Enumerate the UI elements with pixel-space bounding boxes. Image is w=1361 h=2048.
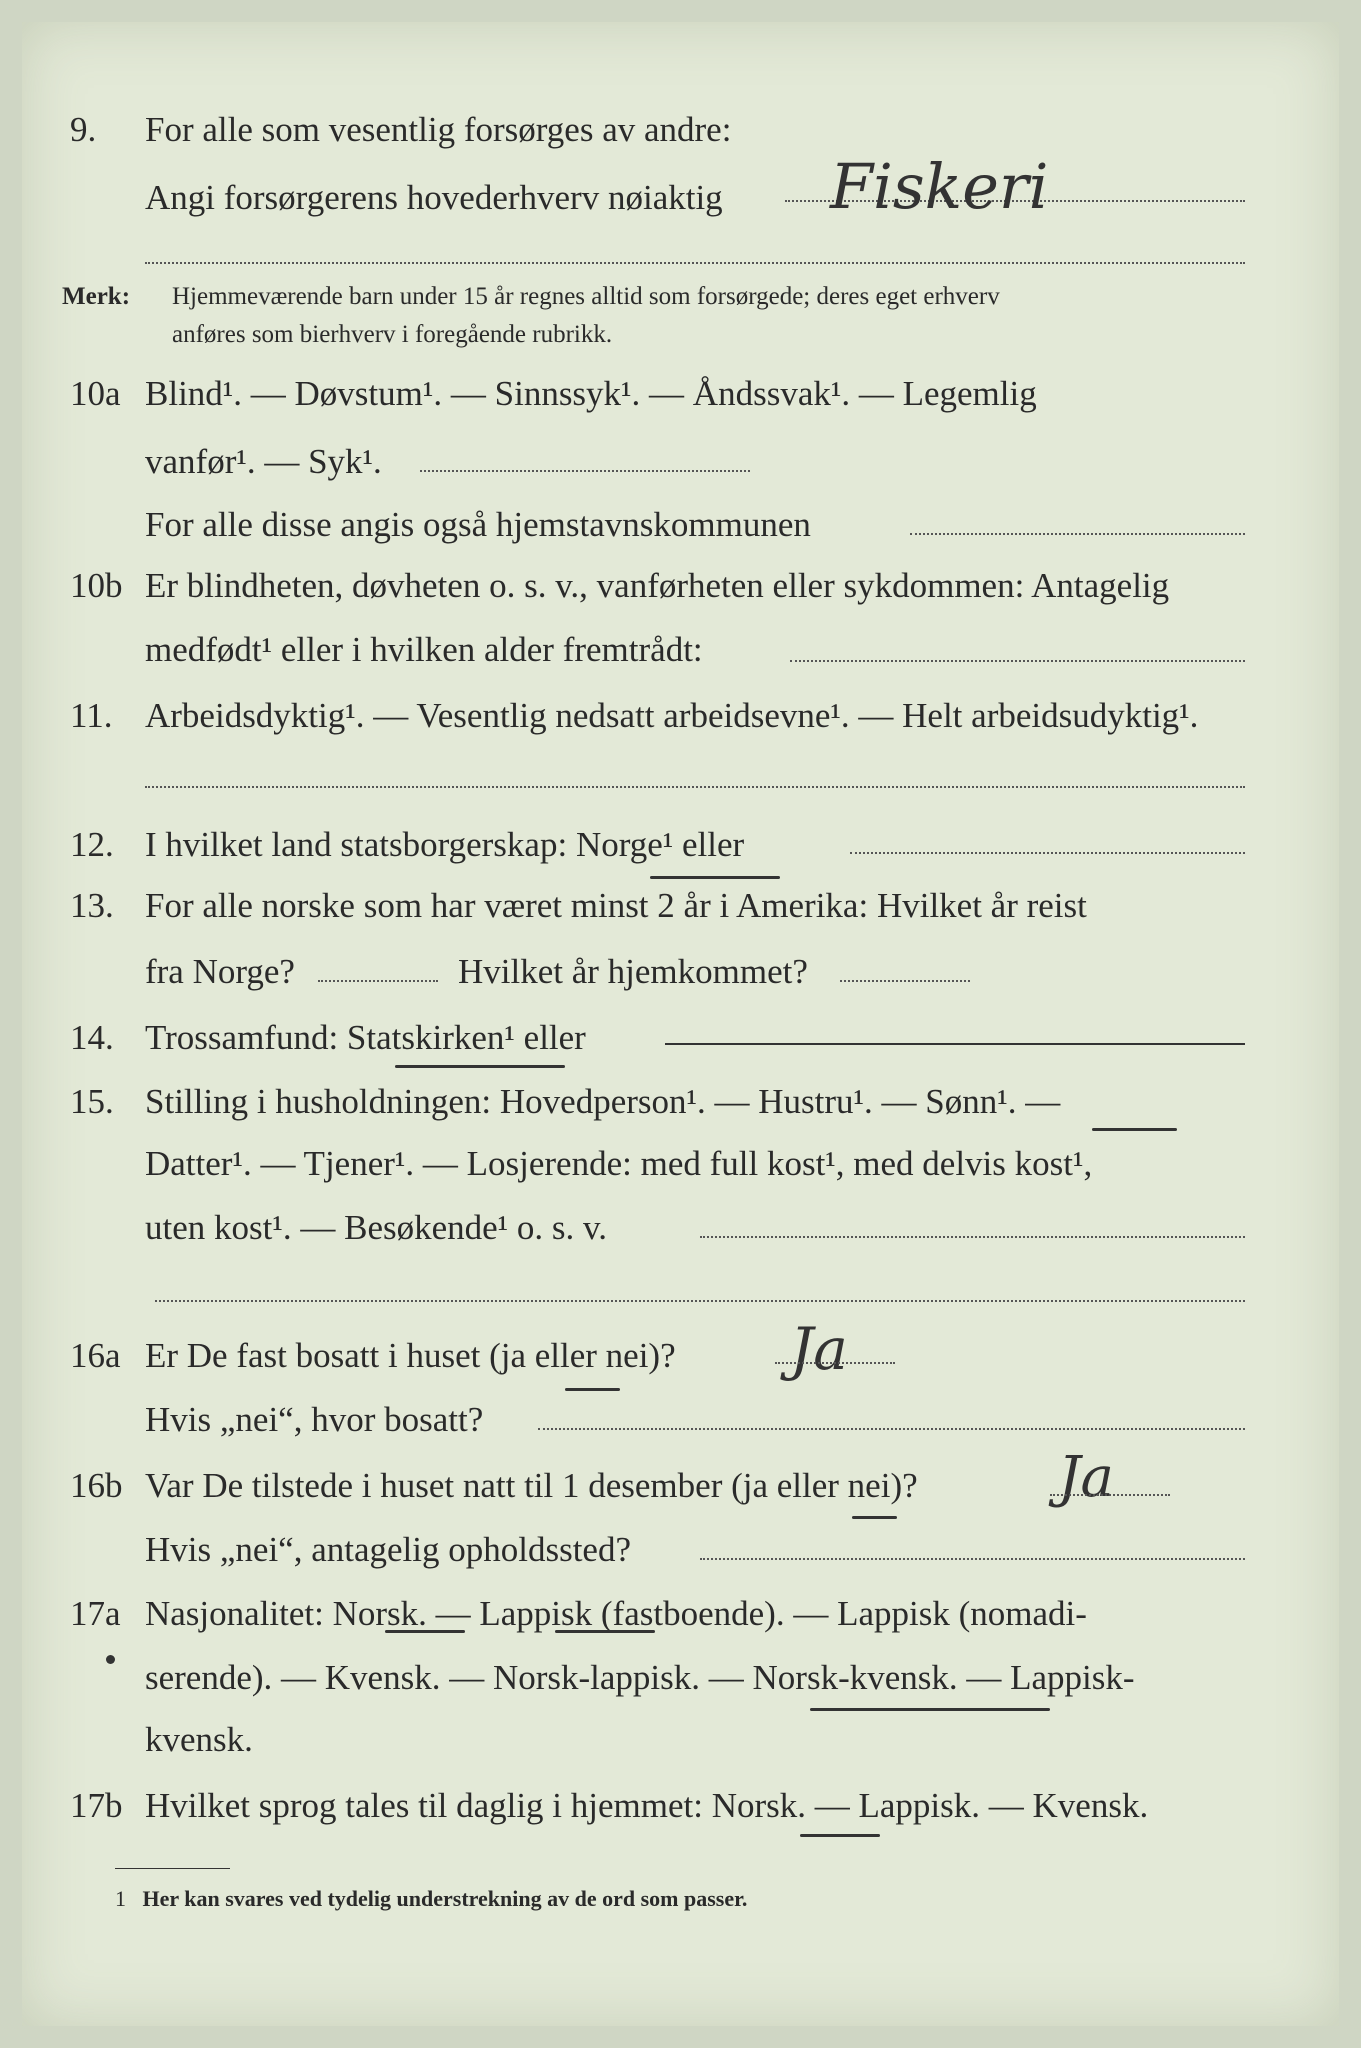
q10b-line1 [0,556,1361,616]
q16a-line1 [0,1326,1361,1386]
q16b-question: Var De tilstede i huset natt til 1 desember (ja eller nei)? [145,1466,918,1505]
q15-line1 [0,1072,1361,1132]
q16a-question: Er De fast bosatt i huset (ja eller nei)? [145,1336,676,1375]
q17a-question-2: serende). — Kvensk. — Norsk-lappisk. — Norsk-kvensk. — Lappisk- [145,1658,1135,1697]
q10b-question: Er blindheten, døvheten o. s. v., vanførheten eller sykdommen: Antagelig [145,566,1170,605]
footnote [115,1886,747,1912]
q17b-norsk-underline [800,1834,880,1837]
q16b-line1 [0,1456,1361,1516]
q15-line2 [0,1134,1361,1194]
q10a-question: Blind¹. — Døvstum¹. — Sinnssyk¹. — Åndssvak¹. — Legemlig [145,374,1037,413]
q10a-question-3: For alle disse angis også hjemstavnskommunen [145,505,811,544]
q9-extra-line [145,262,1245,264]
q11-question: Arbeidsdyktig¹. — Vesentlig nedsatt arbeidsevne¹. — Helt arbeidsudyktig¹. [145,696,1199,735]
q11-answer-line [145,786,1245,788]
q16b-question-2: Hvis „nei“, antagelig opholdssted? [145,1530,631,1569]
q15-question: Stilling i husholdningen: Hovedperson¹. — Hustru¹. — Sønn¹. — [145,1082,1061,1121]
q10b-number: 10b [70,566,123,605]
q16b-number: 16b [70,1466,123,1505]
q12-number: 12. [70,825,114,864]
q17a-number: 17a [70,1594,121,1633]
q17a-line2 [0,1648,1361,1708]
q17b-number: 17b [70,1786,123,1825]
q11-number: 11. [70,696,113,735]
q10b-answer-line [790,660,1245,662]
q15-sonn-underline [1092,1128,1177,1131]
footnote-rule [115,1868,230,1869]
q15-question-3: uten kost¹. — Besøkende¹ o. s. v. [145,1208,608,1247]
q17a-line1 [0,1584,1361,1644]
q14-answer-line [665,1043,1245,1045]
q14-question: Trossamfund: Statskirken¹ eller [145,1018,586,1057]
q13-hjemkommet-line [840,980,970,982]
q16a-bosatt-line [538,1428,1245,1430]
footnote-mark: 1 [115,1886,126,1911]
q13-reist-line [318,980,438,982]
q16b-line2 [0,1520,1361,1580]
q9-line1 [0,100,1361,160]
q10a-kommune-line [910,533,1245,535]
q15-extra-line [155,1300,1245,1302]
merk-label: Merk: [62,283,131,310]
q15-line3 [0,1198,1361,1258]
q14-number: 14. [70,1018,114,1057]
q10a-line1 [0,364,1361,424]
q10b-line2 [0,620,1361,680]
q13-line2 [0,942,1361,1002]
q16b-opholdssted-line [700,1558,1245,1560]
q13-line1 [0,876,1361,936]
q11-line1 [0,686,1361,746]
q10a-line3 [0,495,1361,555]
q14-line1 [0,1008,1361,1068]
q13-question: For alle norske som har været minst 2 år i Amerika: Hvilket år reist [145,886,1087,925]
merk-text-2: anføres som bierhverv i foregående rubrikk. [172,321,613,348]
footnote-text: Her kan svares ved tydelig understrekning av de ord som passer. [142,1886,748,1911]
q16a-handwritten-answer: Ja [790,1315,848,1383]
q15-answer-line [700,1236,1245,1238]
q10a-line2 [0,432,1361,492]
q17a-line3 [0,1710,1361,1770]
q17a-lappisk-strike [555,1630,655,1633]
q12-question: I hvilket land statsborgerskap: Norge¹ eller [145,825,745,864]
q15-question-2: Datter¹. — Tjener¹. — Losjerende: med full kost¹, med delvis kost¹, [145,1144,1093,1183]
q16b-ja-underline [852,1516,897,1519]
q9-line2 [0,168,1361,228]
q9-handwritten-answer: Fiskeri [830,150,1049,223]
q9-question: For alle som vesentlig forsørges av andre: [145,110,732,149]
q16a-line2 [0,1390,1361,1450]
q13-reist-label: fra Norge? [145,952,295,991]
merk-text-1: Hjemmeværende barn under 15 år regnes alltid som forsørgede; deres eget erhverv [172,283,1000,310]
q17b-line1 [0,1776,1361,1836]
q16a-number: 16a [70,1336,121,1375]
q10b-question-2: medfødt¹ eller i hvilken alder fremtrådt: [145,630,703,669]
q16b-answer-line [1050,1494,1170,1496]
q9-number: 9. [70,110,97,149]
q17b-question: Hvilket sprog tales til daglig i hjemmet: Norsk. — Lappisk. — Kvensk. [145,1786,1149,1825]
q16a-answer-line [775,1362,895,1364]
q9-question-2: Angi forsørgerens hovederhverv nøiaktig [145,178,723,217]
q10a-syk-line [420,470,750,472]
q16b-handwritten-answer: Ja [1058,1445,1114,1510]
q15-number: 15. [70,1082,114,1121]
q12-line1 [0,815,1361,875]
q17a-question-3: kvensk. [145,1720,253,1759]
q13-hjemkommet-label: Hvilket år hjemkommet? [458,952,808,991]
q14-statskirken-underline [395,1065,565,1068]
q12-answer-line [850,852,1245,854]
q17a-norsk-strike [385,1630,465,1633]
q10a-question-2: vanfør¹. — Syk¹. [145,442,382,481]
q17a-question: Nasjonalitet: Norsk. — Lappisk (fastboende). — Lappisk (nomadi- [145,1594,1087,1633]
q13-number: 13. [70,886,114,925]
q16a-question-2: Hvis „nei“, hvor bosatt? [145,1400,484,1439]
q10a-number: 10a [70,374,121,413]
